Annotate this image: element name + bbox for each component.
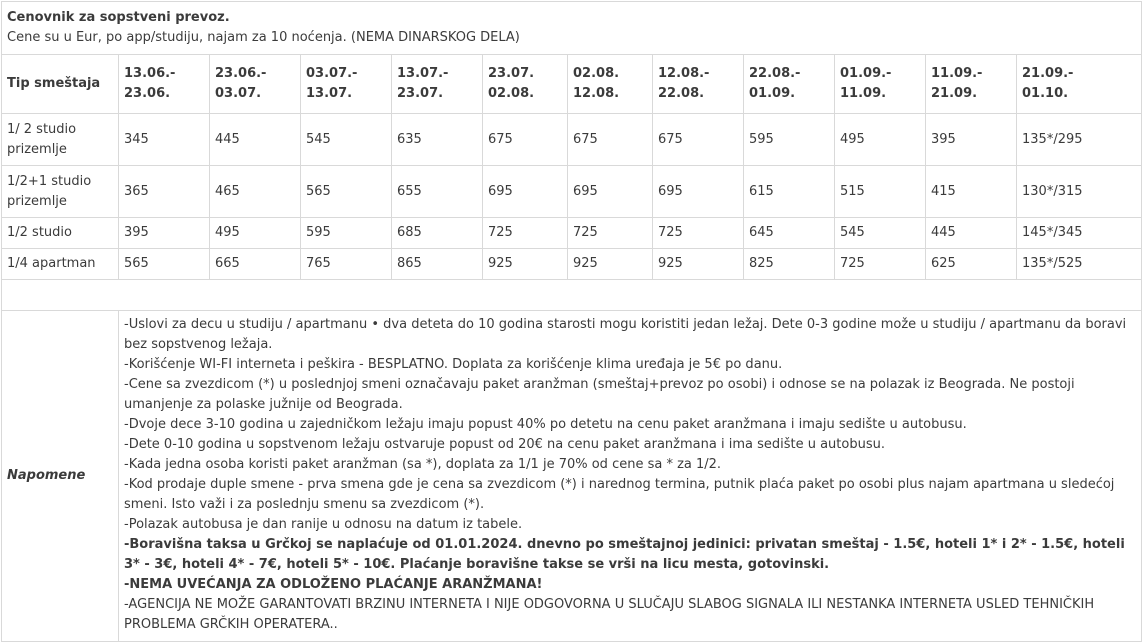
- price-cell: 615: [744, 166, 835, 218]
- price-cell: 675: [653, 114, 744, 166]
- period-column-header: [835, 55, 926, 114]
- note-line: -Boravišna taksa u Grčkoj se naplaćuje od 01.01.2024. dnevno po smeštajnoj jedinici: privatan smeštaj - 1.5€, hoteli 1* i 2* - 1.5€, hoteli 3* - 3€, hoteli 4* - 7€, hoteli 5* - 10€. Plaćanje boravišne takse se vrši na licu mesta, gotovinski.: [124, 537, 1125, 572]
- note-line: -NEMA UVEĆANJA ZA ODLOŽENO PLAĆANJE ARANŽMANA!: [124, 577, 543, 592]
- price-cell: 625: [926, 249, 1017, 280]
- period-label-part: 11.09.: [840, 86, 887, 101]
- price-cell: 925: [483, 249, 568, 280]
- type-column-header: Tip smeštaja: [2, 55, 119, 114]
- period-column-header: [119, 55, 210, 114]
- price-cell: 135*/525: [1017, 249, 1142, 280]
- period-column-header: [926, 55, 1017, 114]
- period-label-part: 11.09.-: [931, 66, 983, 81]
- price-cell: 445: [926, 218, 1017, 249]
- table-subtitle: Cene su u Eur, po app/studiju, najam za 10 noćenja. (NEMA DINARSKOG DELA): [7, 30, 520, 45]
- empty-cell: [2, 280, 1142, 311]
- period-label-part: 23.07.: [397, 86, 444, 101]
- table-row: [2, 218, 1142, 249]
- price-cell: 415: [926, 166, 1017, 218]
- price-cell: 685: [392, 218, 483, 249]
- price-cell: 695: [483, 166, 568, 218]
- price-cell: 495: [835, 114, 926, 166]
- price-cell: 565: [119, 249, 210, 280]
- price-cell: 695: [568, 166, 653, 218]
- price-cell: 565: [301, 166, 392, 218]
- price-cell: 545: [835, 218, 926, 249]
- price-table: [1, 1, 1142, 642]
- note-line: -Dvoje dece 3-10 godina u zajedničkom ležaju imaju popust 40% po detetu na cenu paket aranžmana i imaju sedište u autobusu.: [124, 417, 967, 432]
- price-cell: 635: [392, 114, 483, 166]
- price-cell: 725: [568, 218, 653, 249]
- period-column-header: [744, 55, 835, 114]
- price-cell: 445: [210, 114, 301, 166]
- period-label-part: 13.07.-: [397, 66, 449, 81]
- note-line: -Cene sa zvezdicom (*) u poslednjoj smeni označavaju paket aranžman (smeštaj+prevoz po osobi) i odnose se na polazak iz Beograda. Ne postoji umanjenje za polaske južnije od Beograda.: [124, 377, 1075, 412]
- note-line: -Uslovi za decu u studiju / apartmanu • dva deteta do 10 godina starosti mogu koristiti jedan ležaj. Dete 0-3 godine može u studiju / apartmanu da boravi bez sopstvenog ležaja.: [124, 317, 1127, 352]
- price-cell: 345: [119, 114, 210, 166]
- table-row: [2, 114, 1142, 166]
- note-line: -Kada jedna osoba koristi paket aranžman (sa *), doplata za 1/1 je 70% od cene sa * za 1/2.: [124, 457, 722, 472]
- price-cell: 725: [835, 249, 926, 280]
- price-cell: 665: [210, 249, 301, 280]
- empty-row: [2, 280, 1142, 311]
- price-cell: 595: [744, 114, 835, 166]
- period-label-part: 23.07.: [488, 66, 535, 81]
- note-line: -Korišćenje WI-FI interneta i peškira - BESPLATNO. Doplata za korišćenje klima uređaja je 5€ po danu.: [124, 357, 783, 372]
- price-cell: 515: [835, 166, 926, 218]
- price-cell: 825: [744, 249, 835, 280]
- table-title: Cenovnik za sopstveni prevoz.: [7, 10, 230, 25]
- price-cell: 595: [301, 218, 392, 249]
- period-column-header: [483, 55, 568, 114]
- table-row: [2, 166, 1142, 218]
- accommodation-type-cell: 1/ 2 studio prizemlje: [2, 114, 119, 166]
- price-cell: 365: [119, 166, 210, 218]
- period-label-part: 03.07.-: [306, 66, 358, 81]
- price-cell: 645: [744, 218, 835, 249]
- price-cell: 925: [568, 249, 653, 280]
- accommodation-type-cell: 1/2 studio: [2, 218, 119, 249]
- price-cell: 130*/315: [1017, 166, 1142, 218]
- price-cell: 725: [653, 218, 744, 249]
- price-cell: 465: [210, 166, 301, 218]
- table-title-cell: [2, 2, 1142, 55]
- period-label-part: 12.08.: [573, 86, 620, 101]
- note-line: -AGENCIJA NE MOŽE GARANTOVATI BRZINU INTERNETA I NIJE ODGOVORNA U SLUČAJU SLABOG SIGNALA ILI NESTANKA INTERNETA USLED TEHNIČKIH PROBLEMA GRČKIH OPERATERA..: [124, 597, 1095, 632]
- price-cell: 765: [301, 249, 392, 280]
- period-label-part: 23.06.-: [215, 66, 267, 81]
- price-cell: 865: [392, 249, 483, 280]
- table-row: [2, 249, 1142, 280]
- period-label-part: 02.08.: [488, 86, 535, 101]
- note-line: -Dete 0-10 godina u sopstvenom ležaju ostvaruje popust od 20€ na cenu paket aranžmana i ima sedište u autobusu.: [124, 437, 885, 452]
- note-line: -Polazak autobusa je dan ranije u odnosu na datum iz tabele.: [124, 517, 523, 532]
- accommodation-type-cell: 1/4 apartman: [2, 249, 119, 280]
- note-line: -Kod prodaje duple smene - prva smena gde je cena sa zvezdicom (*) i narednog termina, putnik plaća paket po osobi plus najam apartmana u sledećoj smeni. Isto važi i za poslednju smenu sa zvezdicom (*).: [124, 477, 1115, 512]
- period-column-header: [392, 55, 483, 114]
- notes-content: [119, 311, 1142, 642]
- price-cell: 545: [301, 114, 392, 166]
- notes-row: [2, 311, 1142, 642]
- price-cell: 925: [653, 249, 744, 280]
- period-label-part: 12.08.-: [658, 66, 710, 81]
- period-label-part: 01.09.-: [840, 66, 892, 81]
- price-cell: 655: [392, 166, 483, 218]
- period-column-header: [210, 55, 301, 114]
- period-label-part: 13.07.: [306, 86, 353, 101]
- price-cell: 495: [210, 218, 301, 249]
- period-label-part: 21.09.: [931, 86, 978, 101]
- period-label-part: 22.08.-: [749, 66, 801, 81]
- period-label-part: 01.09.: [749, 86, 796, 101]
- price-cell: 135*/295: [1017, 114, 1142, 166]
- period-label-part: 23.06.: [124, 86, 171, 101]
- notes-label: Napomene: [2, 311, 119, 642]
- price-cell: 695: [653, 166, 744, 218]
- period-label-part: 01.10.: [1022, 86, 1069, 101]
- period-column-header: [1017, 55, 1142, 114]
- period-label-part: 13.06.-: [124, 66, 176, 81]
- price-cell: 675: [568, 114, 653, 166]
- price-cell: 675: [483, 114, 568, 166]
- accommodation-type-cell: 1/2+1 studio prizemlje: [2, 166, 119, 218]
- period-label-part: 02.08.: [573, 66, 620, 81]
- period-column-header: [653, 55, 744, 114]
- price-cell: 395: [926, 114, 1017, 166]
- period-label-part: 22.08.: [658, 86, 705, 101]
- price-cell: 395: [119, 218, 210, 249]
- table-header-row: [2, 55, 1142, 114]
- price-cell: 145*/345: [1017, 218, 1142, 249]
- period-column-header: [568, 55, 653, 114]
- period-column-header: [301, 55, 392, 114]
- period-label-part: 21.09.-: [1022, 66, 1074, 81]
- price-cell: 725: [483, 218, 568, 249]
- period-label-part: 03.07.: [215, 86, 262, 101]
